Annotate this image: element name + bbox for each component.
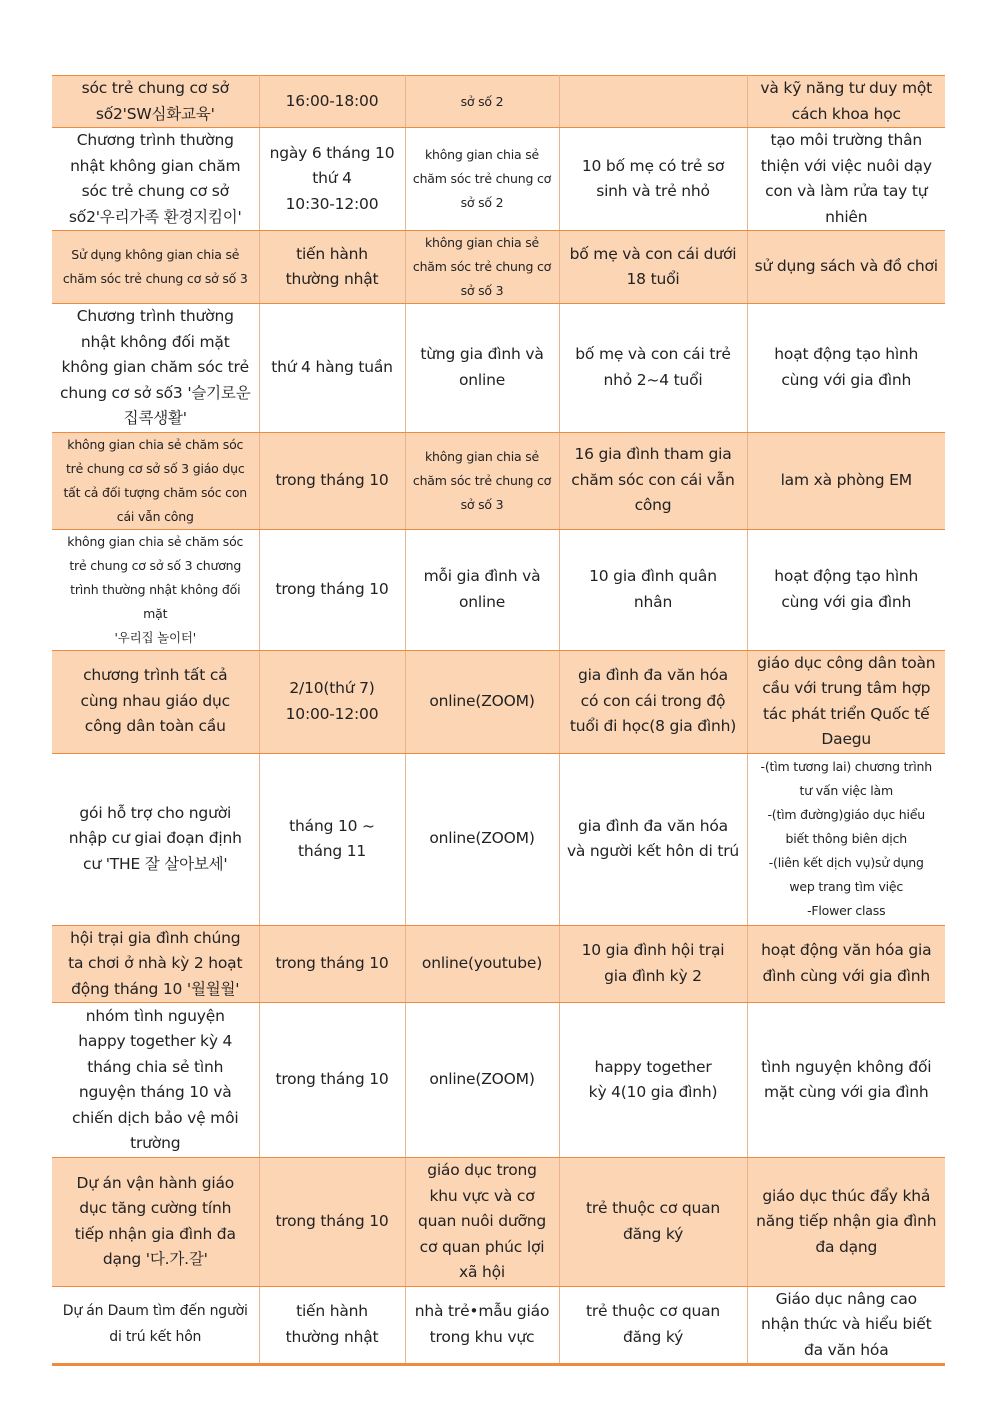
content-cell: -(tìm tương lai) chương trình tư vấn việc làm -(tìm đường)giáo dục hiểu biết thông biên dịch -(liên kết dịch vụ)sử dụng wep trang tìm việc -Flower class — [747, 753, 945, 925]
place-cell: sở số 2 — [405, 76, 559, 128]
target-cell — [559, 76, 747, 128]
content-cell: giáo dục công dân toàn cầu với trung tâm hợp tác phát triển Quốc tế Daegu — [747, 650, 945, 753]
target-cell: 16 gia đình tham gia chăm sóc con cái vẫn công — [559, 432, 747, 529]
time-cell: 16:00-18:00 — [259, 76, 405, 128]
place-cell: online(ZOOM) — [405, 753, 559, 925]
table-row — [52, 1003, 945, 1158]
program-cell: chương trình tất cả cùng nhau giáo dục công dân toàn cầu — [52, 650, 259, 753]
content-cell: sử dụng sách và đồ chơi — [747, 231, 945, 304]
time-cell: trong tháng 10 — [259, 432, 405, 529]
place-cell: online(ZOOM) — [405, 1003, 559, 1158]
content-cell: và kỹ năng tư duy một cách khoa học — [747, 76, 945, 128]
place-cell: giáo dục trong khu vực và cơ quan nuôi dưỡng cơ quan phúc lợi xã hội — [405, 1158, 559, 1287]
table-row — [52, 529, 945, 650]
content-cell: tình nguyện không đối mặt cùng với gia đình — [747, 1003, 945, 1158]
program-cell: Chương trình thường nhật không đối mặt không gian chăm sóc trẻ chung cơ sở số3 '슬기로운 집콕생활' — [52, 304, 259, 433]
program-cell: Dự án vận hành giáo dục tăng cường tính tiếp nhận gia đình đa dạng '다.가.갈' — [52, 1158, 259, 1287]
target-cell: bố mẹ và con cái dưới 18 tuổi — [559, 231, 747, 304]
target-cell: 10 bố mẹ có trẻ sơ sinh và trẻ nhỏ — [559, 128, 747, 231]
table-row — [52, 128, 945, 231]
table-row — [52, 432, 945, 529]
table-row — [52, 1158, 945, 1287]
target-cell: 10 gia đình quân nhân — [559, 529, 747, 650]
target-cell: gia đình đa văn hóa và người kết hôn di trú — [559, 753, 747, 925]
target-cell: trẻ thuộc cơ quan đăng ký — [559, 1286, 747, 1365]
place-cell: từng gia đình và online — [405, 304, 559, 433]
content-cell: hoạt động văn hóa gia đình cùng với gia đình — [747, 925, 945, 1003]
program-cell: nhóm tình nguyện happy together kỳ 4 tháng chia sẻ tình nguyện tháng 10 và chiến dịch bảo vệ môi trường — [52, 1003, 259, 1158]
program-cell: sóc trẻ chung cơ sở số2'SW심화교육' — [52, 76, 259, 128]
target-cell: happy together kỳ 4(10 gia đình) — [559, 1003, 747, 1158]
time-cell: tháng 10 ~ tháng 11 — [259, 753, 405, 925]
time-cell: tiến hành thường nhật — [259, 1286, 405, 1365]
place-cell: không gian chia sẻ chăm sóc trẻ chung cơ sở số 3 — [405, 231, 559, 304]
program-cell: Chương trình thường nhật không gian chăm sóc trẻ chung cơ sở số2'우리가족 환경지킴이' — [52, 128, 259, 231]
time-cell: trong tháng 10 — [259, 1158, 405, 1287]
program-cell: không gian chia sẻ chăm sóc trẻ chung cơ sở số 3 giáo dục tất cả đối tượng chăm sóc con cái vẫn công — [52, 432, 259, 529]
time-cell: trong tháng 10 — [259, 1003, 405, 1158]
content-cell: hoạt động tạo hình cùng với gia đình — [747, 304, 945, 433]
target-cell: 10 gia đình hội trại gia đình kỳ 2 — [559, 925, 747, 1003]
time-cell: ngày 6 tháng 10 thứ 4 10:30-12:00 — [259, 128, 405, 231]
program-cell: không gian chia sẻ chăm sóc trẻ chung cơ sở số 3 chương trình thường nhật không đối mặt '우리집 놀이터' — [52, 529, 259, 650]
table-row — [52, 231, 945, 304]
table-row — [52, 1286, 945, 1365]
table-row — [52, 925, 945, 1003]
target-cell: bố mẹ và con cái trẻ nhỏ 2~4 tuổi — [559, 304, 747, 433]
table-row — [52, 76, 945, 128]
place-cell: không gian chia sẻ chăm sóc trẻ chung cơ sở số 2 — [405, 128, 559, 231]
place-cell: nhà trẻ•mẫu giáo trong khu vực — [405, 1286, 559, 1365]
time-cell: thứ 4 hàng tuần — [259, 304, 405, 433]
program-cell: gói hỗ trợ cho người nhập cư giai đoạn định cư 'THE 잘 살아보세' — [52, 753, 259, 925]
place-cell: mỗi gia đình và online — [405, 529, 559, 650]
content-cell: giáo dục thúc đẩy khả năng tiếp nhận gia đình đa dạng — [747, 1158, 945, 1287]
content-cell: tạo môi trường thân thiện với việc nuôi dạy con và làm rửa tay tự nhiên — [747, 128, 945, 231]
table-row — [52, 650, 945, 753]
program-cell: Sử dụng không gian chia sẻ chăm sóc trẻ chung cơ sở số 3 — [52, 231, 259, 304]
table-row — [52, 304, 945, 433]
time-cell: tiến hành thường nhật — [259, 231, 405, 304]
program-cell: Dự án Daum tìm đến người di trú kết hôn — [52, 1286, 259, 1365]
table-row — [52, 753, 945, 925]
content-cell: lam xà phòng EM — [747, 432, 945, 529]
target-cell: trẻ thuộc cơ quan đăng ký — [559, 1158, 747, 1287]
time-cell: trong tháng 10 — [259, 925, 405, 1003]
program-cell: hội trại gia đình chúng ta chơi ở nhà kỳ 2 hoạt động tháng 10 '월월월' — [52, 925, 259, 1003]
place-cell: không gian chia sẻ chăm sóc trẻ chung cơ sở số 3 — [405, 432, 559, 529]
time-cell: trong tháng 10 — [259, 529, 405, 650]
place-cell: online(youtube) — [405, 925, 559, 1003]
time-cell: 2/10(thứ 7) 10:00-12:00 — [259, 650, 405, 753]
target-cell: gia đình đa văn hóa có con cái trong độ tuổi đi học(8 gia đình) — [559, 650, 747, 753]
content-cell: hoạt động tạo hình cùng với gia đình — [747, 529, 945, 650]
program-schedule-table — [52, 75, 945, 1366]
place-cell: online(ZOOM) — [405, 650, 559, 753]
content-cell: Giáo dục nâng cao nhận thức và hiểu biết đa văn hóa — [747, 1286, 945, 1365]
